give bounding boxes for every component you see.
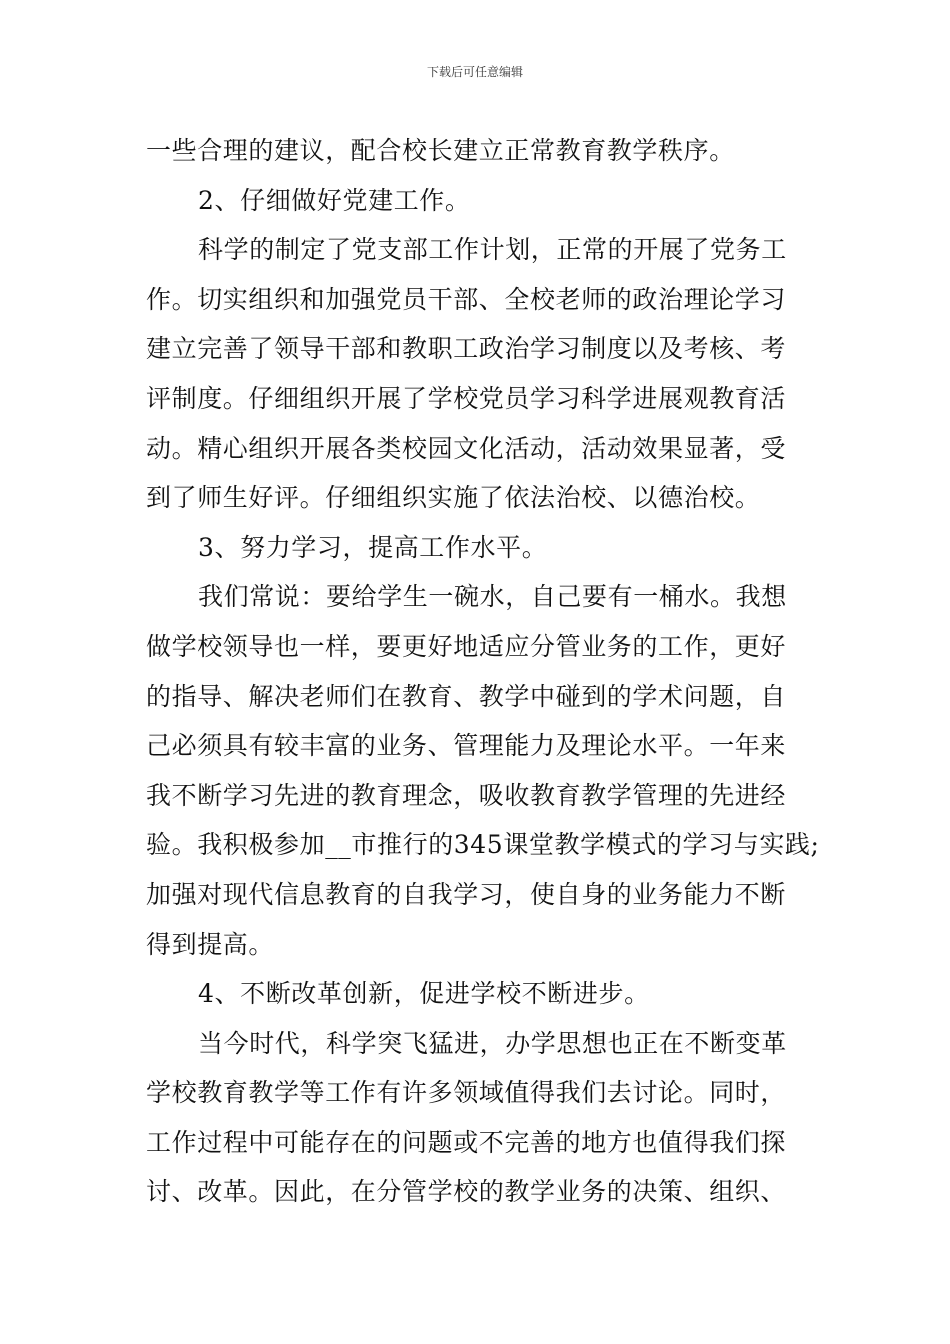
page-header: 下载后可任意编辑	[426, 65, 523, 79]
text-line: 建立完善了领导干部和教职工政治学习制度以及考核、考	[146, 334, 787, 364]
text-line: 加强对现代信息教育的自我学习，使自身的业务能力不断	[146, 879, 787, 909]
paragraph-first-line: 我们常说：要给学生一碗水，自己要有一桶水。我想	[198, 582, 787, 612]
section-heading-4: 4、不断改革创新，促进学校不断进步。	[198, 979, 650, 1009]
document-body	[146, 126, 820, 1217]
paragraph-first-line: 科学的制定了党支部工作计划，正常的开展了党务工	[198, 235, 787, 265]
text-line: 一些合理的建议，配合校长建立正常教育教学秩序。	[146, 136, 735, 165]
text-line: 己必须具有较丰富的业务、管理能力及理论水平。一年来	[146, 731, 787, 761]
section-heading-2: 2、仔细做好党建工作。	[198, 185, 471, 215]
text-line: 做学校领导也一样，要更好地适应分管业务的工作，更好	[146, 631, 787, 661]
text-line: 评制度。仔细组织开展了学校党员学习科学进展观教育活	[146, 383, 787, 413]
section-heading-3: 3、努力学习，提高工作水平。	[198, 532, 548, 562]
text-line: 学校教育教学等工作有许多领域值得我们去讨论。同时，	[146, 1078, 787, 1108]
text-line: 我不断学习先进的教育理念，吸收教育教学管理的先进经	[146, 780, 787, 810]
text-line: 动。精心组织开展各类校园文化活动，活动效果显著，受	[146, 433, 787, 463]
text-line: 验。我积极参加__市推行的345课堂教学模式的学习与实践;	[146, 830, 820, 860]
text-line: 讨、改革。因此，在分管学校的教学业务的决策、组织、	[146, 1177, 787, 1207]
text-line: 得到提高。	[146, 929, 275, 959]
text-line: 到了师生好评。仔细组织实施了依法治校、以德治校。	[146, 483, 761, 513]
text-line: 作。切实组织和加强党员干部、全校老师的政治理论学习	[146, 284, 787, 314]
text-line: 工作过程中可能存在的问题或不完善的地方也值得我们探	[146, 1127, 787, 1157]
text-line: 的指导、解决老师们在教育、教学中碰到的学术问题，自	[146, 681, 787, 711]
paragraph-first-line: 当今时代，科学突飞猛进，办学思想也正在不断变革	[198, 1028, 787, 1058]
